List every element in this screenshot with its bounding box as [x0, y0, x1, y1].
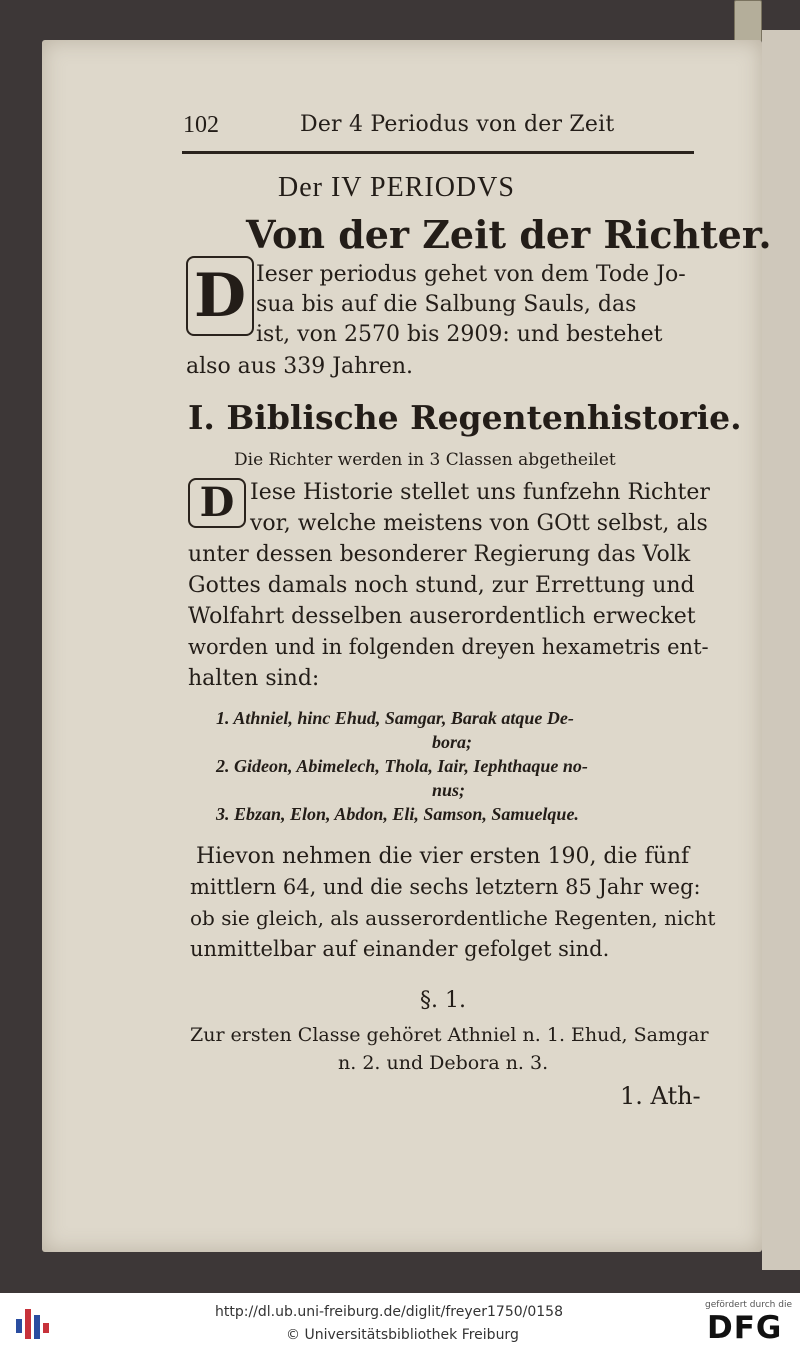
section-line: Gottes damals noch stund, zur Errettung und: [188, 573, 695, 598]
section-line: worden und in folgenden dreyen hexametris ent-: [188, 635, 709, 659]
paragraph-line: Hievon nehmen die vier ersten 190, die fünf: [196, 844, 690, 869]
binder-clip: [734, 0, 762, 42]
section-line: unter dessen besonderer Regierung das Volk: [188, 542, 691, 567]
page-number: 102: [183, 112, 219, 138]
intro-line: ist, von 2570 bis 2909: und bestehet: [256, 322, 663, 347]
paragraph-line: unmittelbar auf einander gefolget sind.: [190, 937, 610, 961]
catchword: 1. Ath-: [620, 1082, 701, 1110]
section-subheading: Die Richter werden in 3 Classen abgetheilet: [234, 450, 616, 470]
chapter-subtitle: Von der Zeit der Richter.: [246, 212, 772, 257]
university-library-logo: [14, 1303, 54, 1343]
header-rule: [182, 151, 694, 154]
paragraph-mark: §. 1.: [420, 988, 466, 1013]
verse-line: 3. Ebzan, Elon, Abdon, Eli, Samson, Samuelque.: [216, 804, 579, 824]
decorated-initial: D: [188, 478, 246, 528]
intro-line: Ieser periodus gehet von dem Tode Jo-: [256, 262, 686, 287]
decorated-initial: D: [186, 256, 254, 336]
verse-line: 1. Athniel, hinc Ehud, Samgar, Barak atque De-: [216, 708, 574, 728]
section-line: Wolfahrt desselben auserordentlich erwecket: [188, 604, 696, 629]
copyright-notice: © Universitätsbibliothek Freiburg: [286, 1327, 519, 1343]
verse-line: nus;: [432, 780, 466, 800]
section-line: Iese Historie stellet uns funfzehn Richter: [250, 480, 710, 505]
verse-line: bora;: [432, 732, 472, 752]
classe-line: n. 2. und Debora n. 3.: [338, 1052, 549, 1074]
running-title: Der 4 Periodus von der Zeit: [300, 112, 615, 137]
classe-line: Zur ersten Classe gehöret Athniel n. 1. Ehud, Samgar: [190, 1024, 709, 1046]
verse-line: 2. Gideon, Abimelech, Thola, Iair, Iephthaque no-: [216, 756, 588, 776]
intro-line: sua bis auf die Salbung Sauls, das: [256, 292, 637, 317]
chapter-title: Der IV PERIODVS: [278, 172, 515, 203]
intro-line: also aus 339 Jahren.: [186, 354, 414, 379]
paragraph-line: mittlern 64, und die sechs letztern 85 Jahr weg:: [190, 875, 701, 899]
funder-note: gefördert durch die: [705, 1300, 792, 1310]
section-heading: I. Biblische Regentenhistorie.: [188, 398, 742, 437]
section-line: halten sind:: [188, 666, 320, 691]
dfg-logo: DFG: [707, 1310, 783, 1346]
paragraph-line: ob sie gleich, als ausserordentliche Regenten, nicht: [190, 906, 716, 930]
section-line: vor, welche meistens von GOtt selbst, als: [250, 511, 708, 536]
permalink[interactable]: http://dl.ub.uni-freiburg.de/diglit/freyer1750/0158: [215, 1304, 563, 1320]
